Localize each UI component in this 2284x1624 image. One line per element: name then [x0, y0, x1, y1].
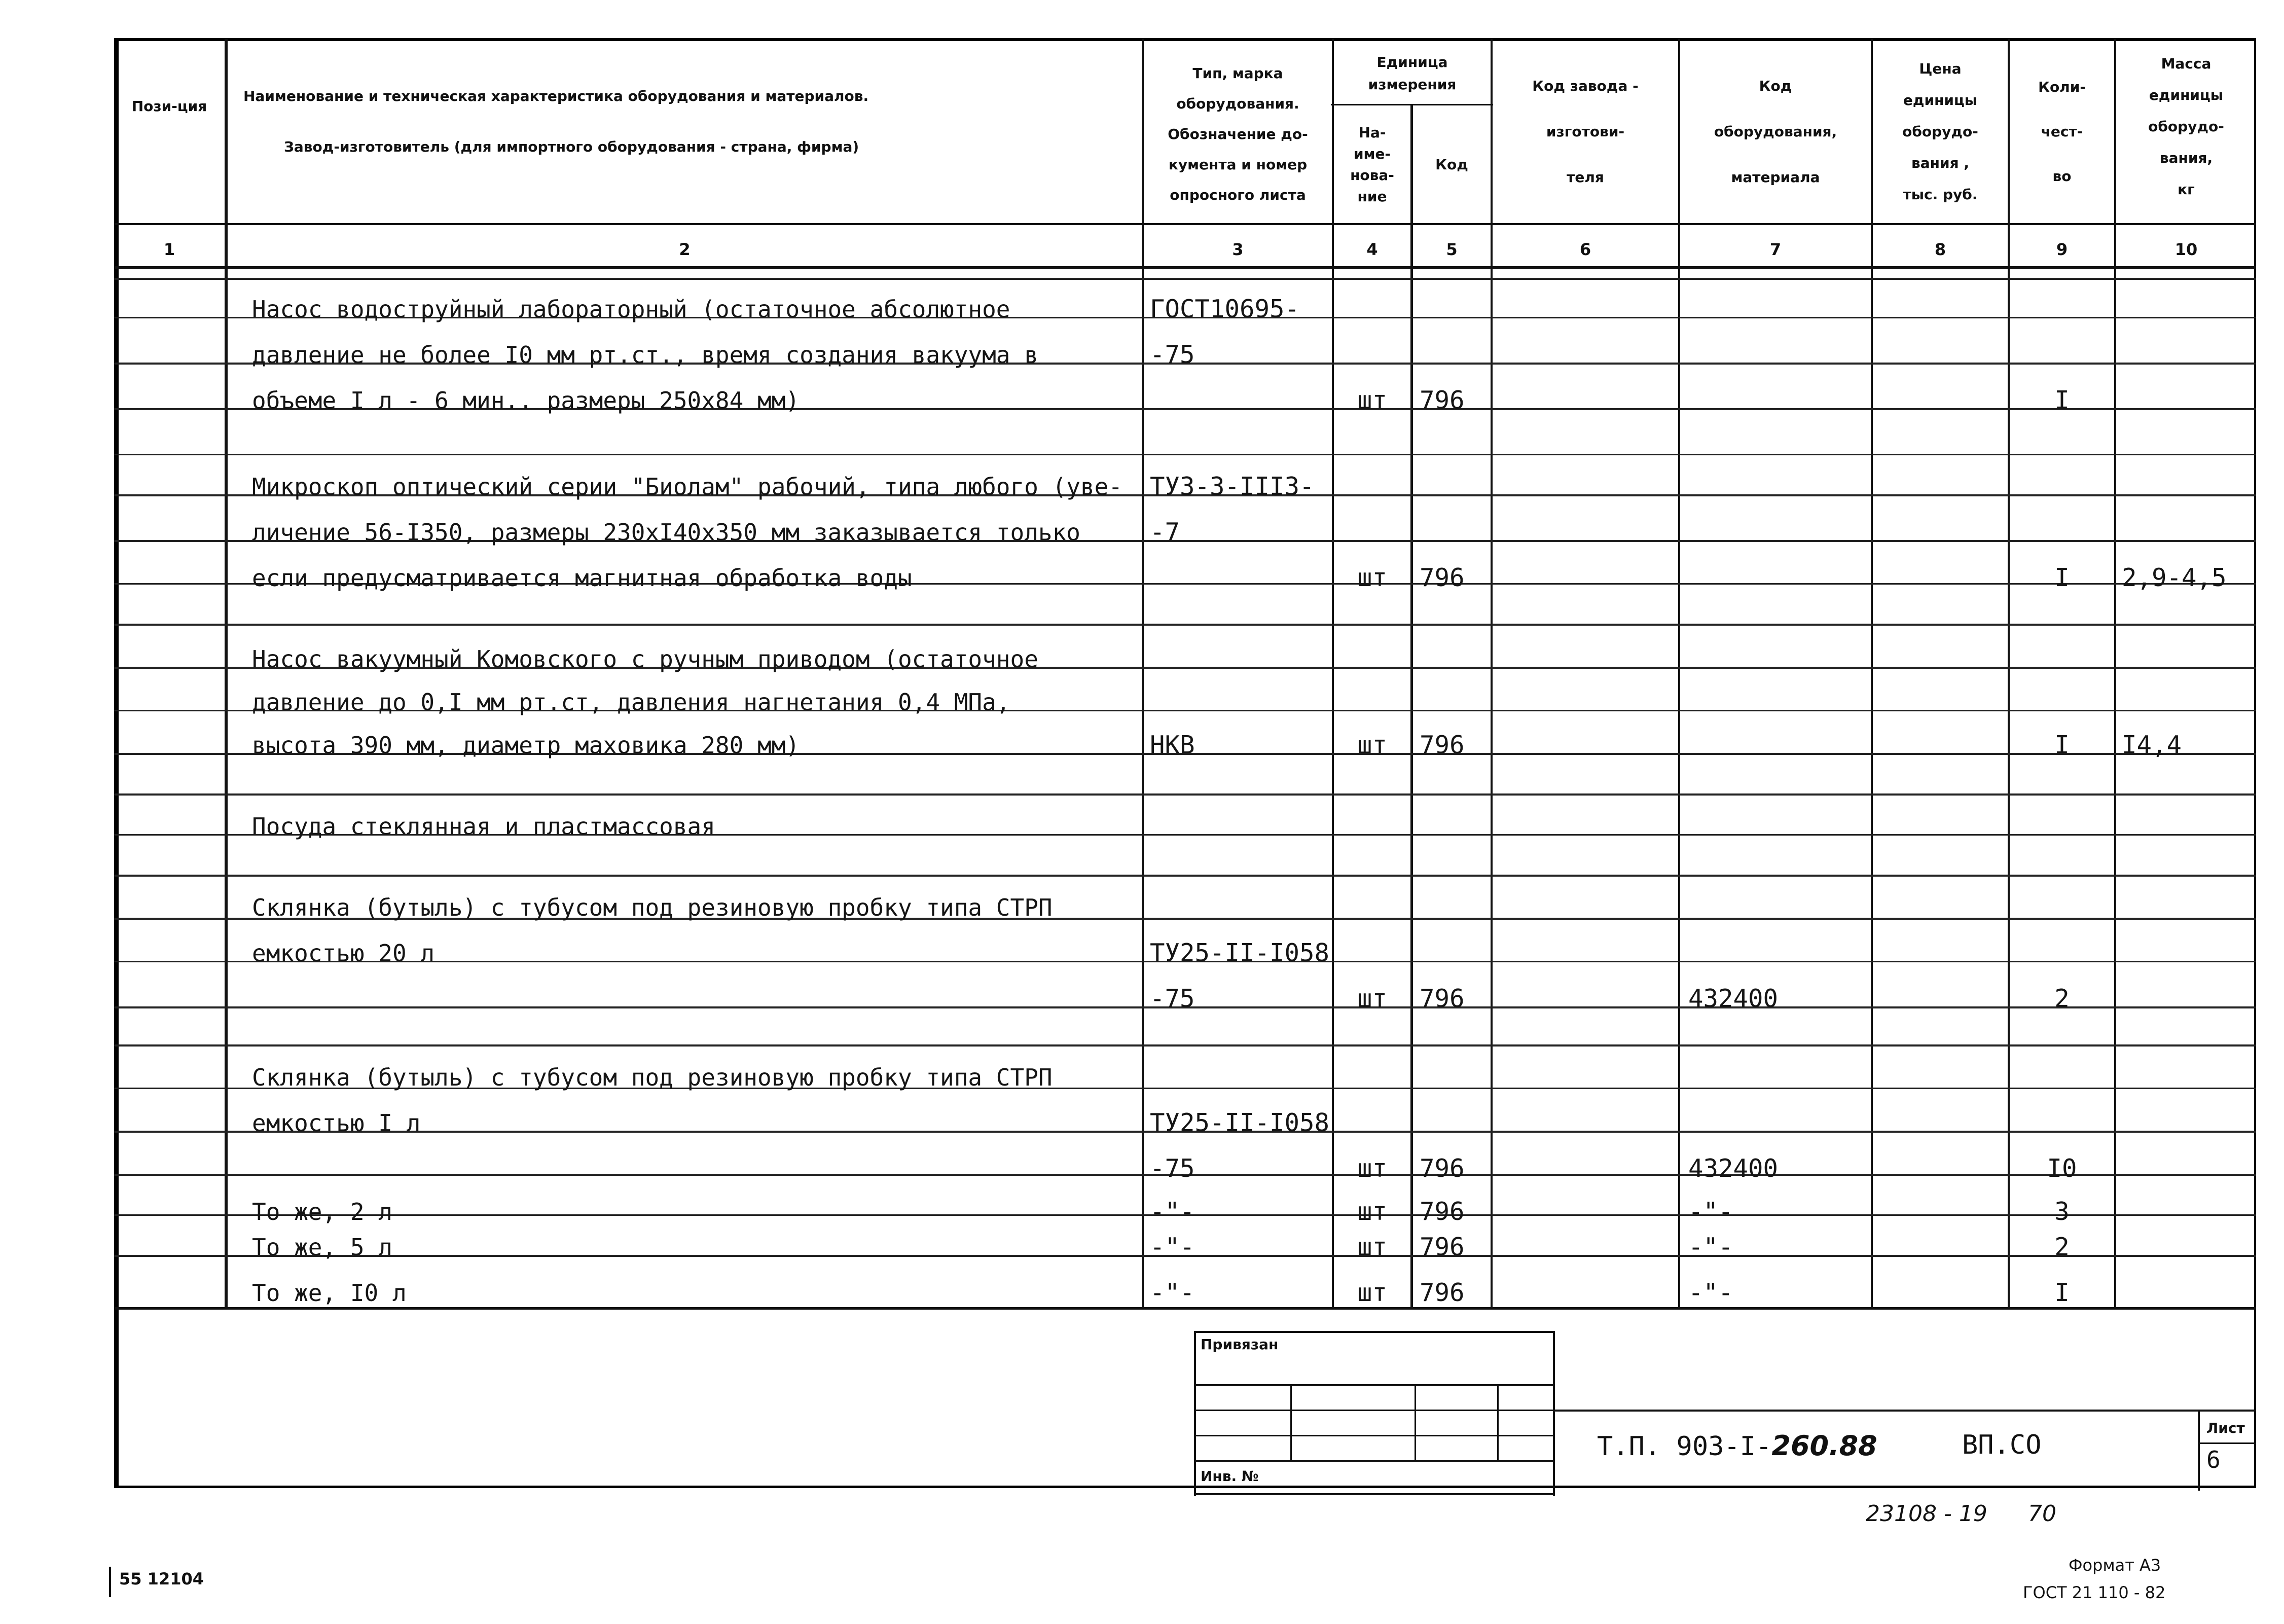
col-rule-8 — [2008, 38, 2010, 1308]
cell-name: То же, I0 л — [252, 1279, 407, 1307]
cell-type: -"- — [1150, 1278, 1195, 1307]
colnum-6: 6 — [1579, 240, 1591, 259]
colnum-5: 5 — [1446, 240, 1458, 259]
stamp-inv-no: Инв. № — [1201, 1468, 1259, 1485]
hdr-col7-line: материала — [1731, 169, 1820, 186]
sheet-number: 6 — [2206, 1446, 2221, 1473]
colnum-2: 2 — [679, 240, 691, 259]
hdr-col7-line: оборудования, — [1714, 123, 1837, 140]
cell-unit: шт — [1357, 1197, 1387, 1226]
colnum-3: 3 — [1232, 240, 1244, 259]
cell-unit: шт — [1357, 1233, 1387, 1261]
cell-qty: I — [2054, 386, 2070, 415]
header-col5: Код — [1435, 156, 1468, 173]
header-unit-group: Единица измерения — [1368, 54, 1457, 93]
colnum-4: 4 — [1366, 240, 1378, 259]
header-col7 — [1680, 66, 1871, 198]
hdr-col3-line: оборудования. — [1176, 95, 1299, 112]
col-rule-7 — [1871, 38, 1873, 1308]
row-rule — [114, 624, 2256, 626]
cell-qty: 2 — [2054, 984, 2070, 1013]
cell-equip-code: -"- — [1688, 1197, 1733, 1226]
cell-unit: шт — [1357, 731, 1387, 760]
cell-type: ТУ3-3-III3- — [1150, 472, 1315, 501]
header-bottom-rule — [114, 223, 2256, 225]
left-code: 55 12104 — [119, 1569, 204, 1589]
colnum-10: 10 — [2174, 240, 2198, 259]
header-col8 — [1873, 51, 2008, 213]
cell-code: 796 — [1420, 563, 1465, 592]
stamp-row-rule-1 — [1194, 1384, 1554, 1386]
doc-code: ВП.СО — [1962, 1430, 2042, 1460]
cell-code: 796 — [1420, 984, 1465, 1013]
header-col2-line1: Наименование и техническая характеристика оборудования и материалов. — [243, 88, 869, 104]
format-label: Формат А3 — [2069, 1556, 2161, 1575]
cell-name: То же, 2 л — [252, 1198, 392, 1225]
cell-code: 796 — [1420, 386, 1465, 415]
hdr-col4-line: нова- — [1350, 167, 1394, 184]
cell-code: 796 — [1420, 1154, 1465, 1183]
header-col10 — [2116, 43, 2256, 210]
header-col1: Пози-ция — [131, 98, 207, 115]
cell-equip-code: -"- — [1688, 1278, 1733, 1307]
header-col6 — [1493, 66, 1678, 198]
cell-type: ТУ25-II-I058 — [1150, 1108, 1330, 1137]
stamp-row-rule-4 — [1194, 1460, 1554, 1462]
colnum-bottom-rule — [114, 266, 2256, 269]
hdr-col10-line: кг — [2178, 181, 2195, 198]
cell-name: давление до 0,I мм рт.ст, давления нагнетания 0,4 МПа, — [252, 689, 1010, 716]
hdr-col6-line: теля — [1567, 169, 1604, 186]
cell-name: Посуда стеклянная и пластмассовая — [252, 813, 715, 840]
cell-code: 796 — [1420, 1197, 1465, 1226]
hdr-col6-line: изготови- — [1546, 123, 1625, 140]
doc-number-hand: 260.88 — [1771, 1430, 1877, 1462]
stamp-col-rule-3 — [1497, 1384, 1499, 1460]
header-col9 — [2010, 66, 2114, 198]
cell-unit: шт — [1357, 386, 1387, 415]
sheet-label: Лист — [2206, 1420, 2245, 1436]
row-rule — [114, 875, 2256, 877]
row-rule — [114, 278, 2256, 280]
cell-unit: шт — [1357, 1278, 1387, 1307]
row-rule — [114, 793, 2256, 796]
col-rule-5 — [1491, 38, 1493, 1308]
col-rule-4 — [1410, 104, 1413, 1308]
hdr-col7-line: Код — [1759, 78, 1792, 94]
gost-label: ГОСТ 21 110 - 82 — [2023, 1583, 2166, 1602]
cell-equip-code: 432400 — [1688, 1154, 1779, 1183]
cell-name: давление не более I0 мм рт.ст., время создания вакуума в — [252, 341, 1038, 369]
cell-name: емкостью I л — [252, 1109, 421, 1137]
hdr-col6-line: Код завода - — [1532, 78, 1639, 94]
hdr-col3-line: Обозначение до- — [1168, 126, 1308, 142]
col-rule-6 — [1678, 38, 1680, 1308]
cell-equip-code: -"- — [1688, 1233, 1733, 1261]
col-rule-9 — [2114, 38, 2116, 1308]
doc-number — [1597, 1430, 1877, 1462]
footer-tick — [109, 1567, 111, 1597]
hdr-col8-line: вания , — [1911, 155, 1969, 171]
stamp-top-rule — [1194, 1331, 1554, 1333]
cell-type: -75 — [1150, 340, 1195, 369]
hdr-col4-line: име- — [1353, 146, 1391, 162]
stamp-col-rule-1 — [1290, 1384, 1292, 1460]
cell-name: если предусматривается магнитная обработка воды — [252, 564, 912, 592]
colnum-1: 1 — [163, 240, 175, 259]
hdr-col8-line: тыс. руб. — [1903, 186, 1978, 203]
handwritten-number: 23108 - 19 — [1866, 1501, 1987, 1527]
cell-name: Микроскоп оптический серии "Биолам" рабочий, типа любого (уве- — [252, 473, 1123, 500]
hdr-col9-line: Коли- — [2038, 79, 2086, 95]
cell-unit: шт — [1357, 563, 1387, 592]
cell-code: 796 — [1420, 1233, 1465, 1261]
cell-qty: I — [2054, 563, 2070, 592]
col-rule-3 — [1332, 38, 1334, 1308]
hdr-col9-line: во — [2052, 168, 2072, 185]
cell-type: НКВ — [1150, 731, 1195, 760]
hdr-col3-line: кумента и номер — [1168, 156, 1308, 173]
stamp-row-rule-2 — [1194, 1410, 1554, 1411]
hdr-col10-line: Масса — [2161, 55, 2212, 72]
cell-name: личение 56-I350, размеры 230хI40х350 мм заказывается только — [252, 519, 1080, 546]
cell-type: -75 — [1150, 1154, 1195, 1183]
hdr-col3-line: Тип, марка — [1192, 65, 1283, 82]
hdr-col9-line: чест- — [2041, 123, 2083, 140]
cell-code: 796 — [1420, 1278, 1465, 1307]
cell-code: 796 — [1420, 731, 1465, 760]
cell-name: Насос водоструйный лабораторный (остаточное абсолютное — [252, 296, 1010, 323]
header-col2-line2: Завод-изготовитель (для импортного оборудования - страна, фирма) — [284, 138, 859, 155]
cell-qty: I0 — [2047, 1154, 2077, 1183]
hdr-col8-line: Цена — [1919, 60, 1962, 77]
header-col4 — [1334, 109, 1410, 221]
sheet-box-rule — [2198, 1410, 2200, 1491]
cell-type: -75 — [1150, 984, 1195, 1013]
cell-type: -7 — [1150, 518, 1180, 547]
cell-name: емкостью 20 л — [252, 940, 435, 967]
col-rule-1 — [225, 38, 228, 1308]
header-col3 — [1144, 51, 1332, 218]
col-rule-2 — [1142, 38, 1144, 1308]
cell-name: Склянка (бутыль) с тубусом под резиновую пробку типа СТРП — [252, 1064, 1053, 1091]
stamp-privyazan: Привязан — [1201, 1336, 1279, 1353]
cell-unit: шт — [1357, 1154, 1387, 1183]
cell-name: Склянка (бутыль) с тубусом под резиновую пробку типа СТРП — [252, 894, 1053, 921]
doc-number-prefix: Т.П. 903-I- — [1597, 1431, 1772, 1462]
cell-name: То же, 5 л — [252, 1234, 392, 1261]
hdr-col10-line: вания, — [2159, 150, 2213, 166]
cell-equip-code: 432400 — [1688, 984, 1779, 1013]
cell-qty: 3 — [2054, 1197, 2070, 1226]
stamp-right-rule — [1553, 1331, 1555, 1496]
cell-mass: I4,4 — [2122, 731, 2182, 760]
cell-type: -"- — [1150, 1197, 1195, 1226]
hdr-col4-line: ние — [1357, 188, 1387, 205]
cell-qty: I — [2054, 731, 2070, 760]
cell-name: высота 390 мм, диаметр маховика 280 мм) — [252, 732, 800, 759]
hdr-col4-line: На- — [1358, 124, 1386, 141]
cell-mass: 2,9-4,5 — [2122, 563, 2227, 592]
stamp-row-rule-3 — [1194, 1435, 1554, 1436]
cell-qty: I — [2054, 1278, 2070, 1307]
hdr-col10-line: единицы — [2149, 87, 2224, 103]
cell-type: -"- — [1150, 1233, 1195, 1261]
hdr-col8-line: оборудо- — [1902, 123, 1978, 140]
cell-name: Насос вакуумный Комовского с ручным приводом (остаточное — [252, 645, 1038, 673]
cell-type: ГОСТ10695- — [1150, 295, 1300, 323]
hdr-col10-line: оборудо- — [2148, 118, 2224, 135]
page-number: 70 — [2028, 1501, 2056, 1527]
cell-name: объеме I л - 6 мин.. размеры 250х84 мм) — [252, 387, 800, 414]
sheet-box-mid-rule — [2198, 1442, 2256, 1444]
row-rule — [114, 454, 2256, 455]
hdr-col8-line: единицы — [1903, 92, 1978, 109]
colnum-7: 7 — [1769, 240, 1782, 259]
hdr-col3-line: опросного листа — [1170, 187, 1306, 203]
colnum-9: 9 — [2056, 240, 2068, 259]
stamp-left-rule — [1194, 1331, 1196, 1496]
cell-type: ТУ25-II-I058 — [1150, 939, 1330, 967]
cell-qty: 2 — [2054, 1233, 2070, 1261]
row-rule — [114, 1044, 2256, 1046]
cell-unit: шт — [1357, 984, 1387, 1013]
stamp-col-rule-2 — [1415, 1384, 1416, 1460]
stamp-bottom-rule — [1194, 1493, 1554, 1495]
colnum-8: 8 — [1934, 240, 1946, 259]
title-block-top-rule — [1554, 1410, 2256, 1412]
